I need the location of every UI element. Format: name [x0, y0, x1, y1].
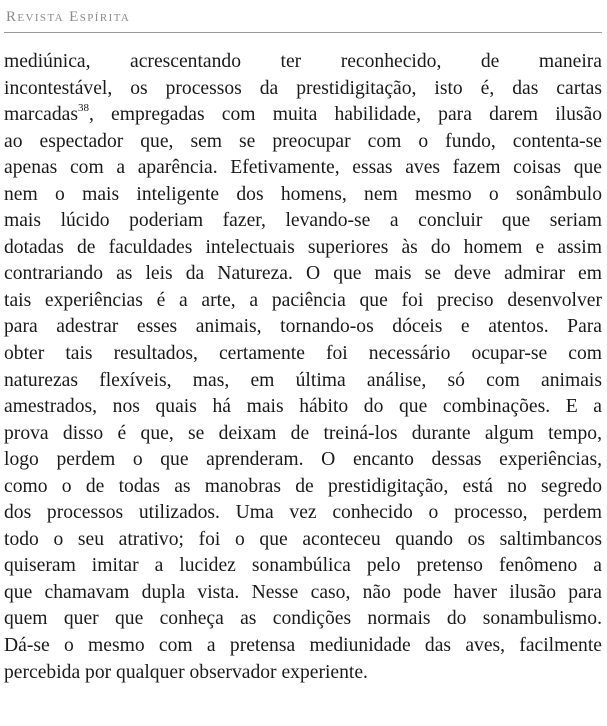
text-segment: marcadas [4, 104, 78, 126]
text-line: ao espectador que, sem se preocupar com o fundo, contenta-se [4, 130, 602, 152]
text-line: nem o mais inteligente dos homens, nem mesmo o sonâmbulo [4, 183, 602, 205]
book-page [4, 0, 602, 726]
header-rule [4, 32, 602, 33]
text-segment: , empregadas com muita habilidade, para darem ilusão [88, 104, 602, 126]
text-line: dotadas de faculdades intelectuais superiores às do homem e assim [4, 236, 602, 258]
text-line: quiseram imitar a lucidez sonambúlica pelo pretenso fenômeno a [4, 555, 602, 577]
text-line: todo o seu atrativo; foi o que aconteceu quando os saltimbancos [4, 528, 602, 550]
text-line: incontestável, os processos da prestidigitação, isto é, das cartas [4, 77, 602, 99]
text-line: tais experiências é a arte, a paciência que foi preciso desenvolver [4, 289, 602, 311]
text-line: mediúnica, acrescentando ter reconhecido, de maneira [4, 51, 602, 72]
text-line-last: percebida por qualquer observador experiente. [4, 661, 368, 683]
running-head: Revista Espírita [6, 9, 131, 25]
text-line: apenas com a aparência. Efetivamente, essas aves fazem coisas que [4, 157, 602, 179]
text-line: mais lúcido poderiam fazer, levando-se a concluir que seriam [4, 210, 602, 232]
text-line: quem quer que conheça as condições normais do sonambulismo. [4, 608, 602, 630]
text-line: que chamavam dupla vista. Nesse caso, não pode haver ilusão para [4, 581, 602, 603]
footnote-reference[interactable]: 38 [77, 102, 89, 115]
text-line: obter tais resultados, certamente foi necessário ocupar-se com [4, 343, 602, 365]
text-line: contrariando as leis da Natureza. O que mais se deve admirar em [4, 263, 602, 285]
text-line: para adestrar esses animais, tornando-os dóceis e atentos. Para [4, 316, 602, 338]
body-paragraph [4, 49, 602, 686]
text-line: dos processos utilizados. Uma vez conhecido o processo, perdem [4, 502, 602, 524]
text-line: prova disso é que, se deixam de treiná-los durante algum tempo, [4, 422, 602, 444]
text-line-with-footnote [4, 102, 602, 129]
text-line: Dá-se o mesmo com a pretensa mediunidade das aves, facilmente [4, 635, 602, 657]
text-line: naturezas flexíveis, mas, em última análise, só com animais [4, 369, 602, 391]
text-line: amestrados, nos quais há mais hábito do que combinações. E a [4, 396, 602, 418]
text-line: como o de todas as manobras de prestidigitação, está no segredo [4, 475, 602, 497]
text-line: logo perdem o que aprenderam. O encanto dessas experiências, [4, 449, 602, 471]
